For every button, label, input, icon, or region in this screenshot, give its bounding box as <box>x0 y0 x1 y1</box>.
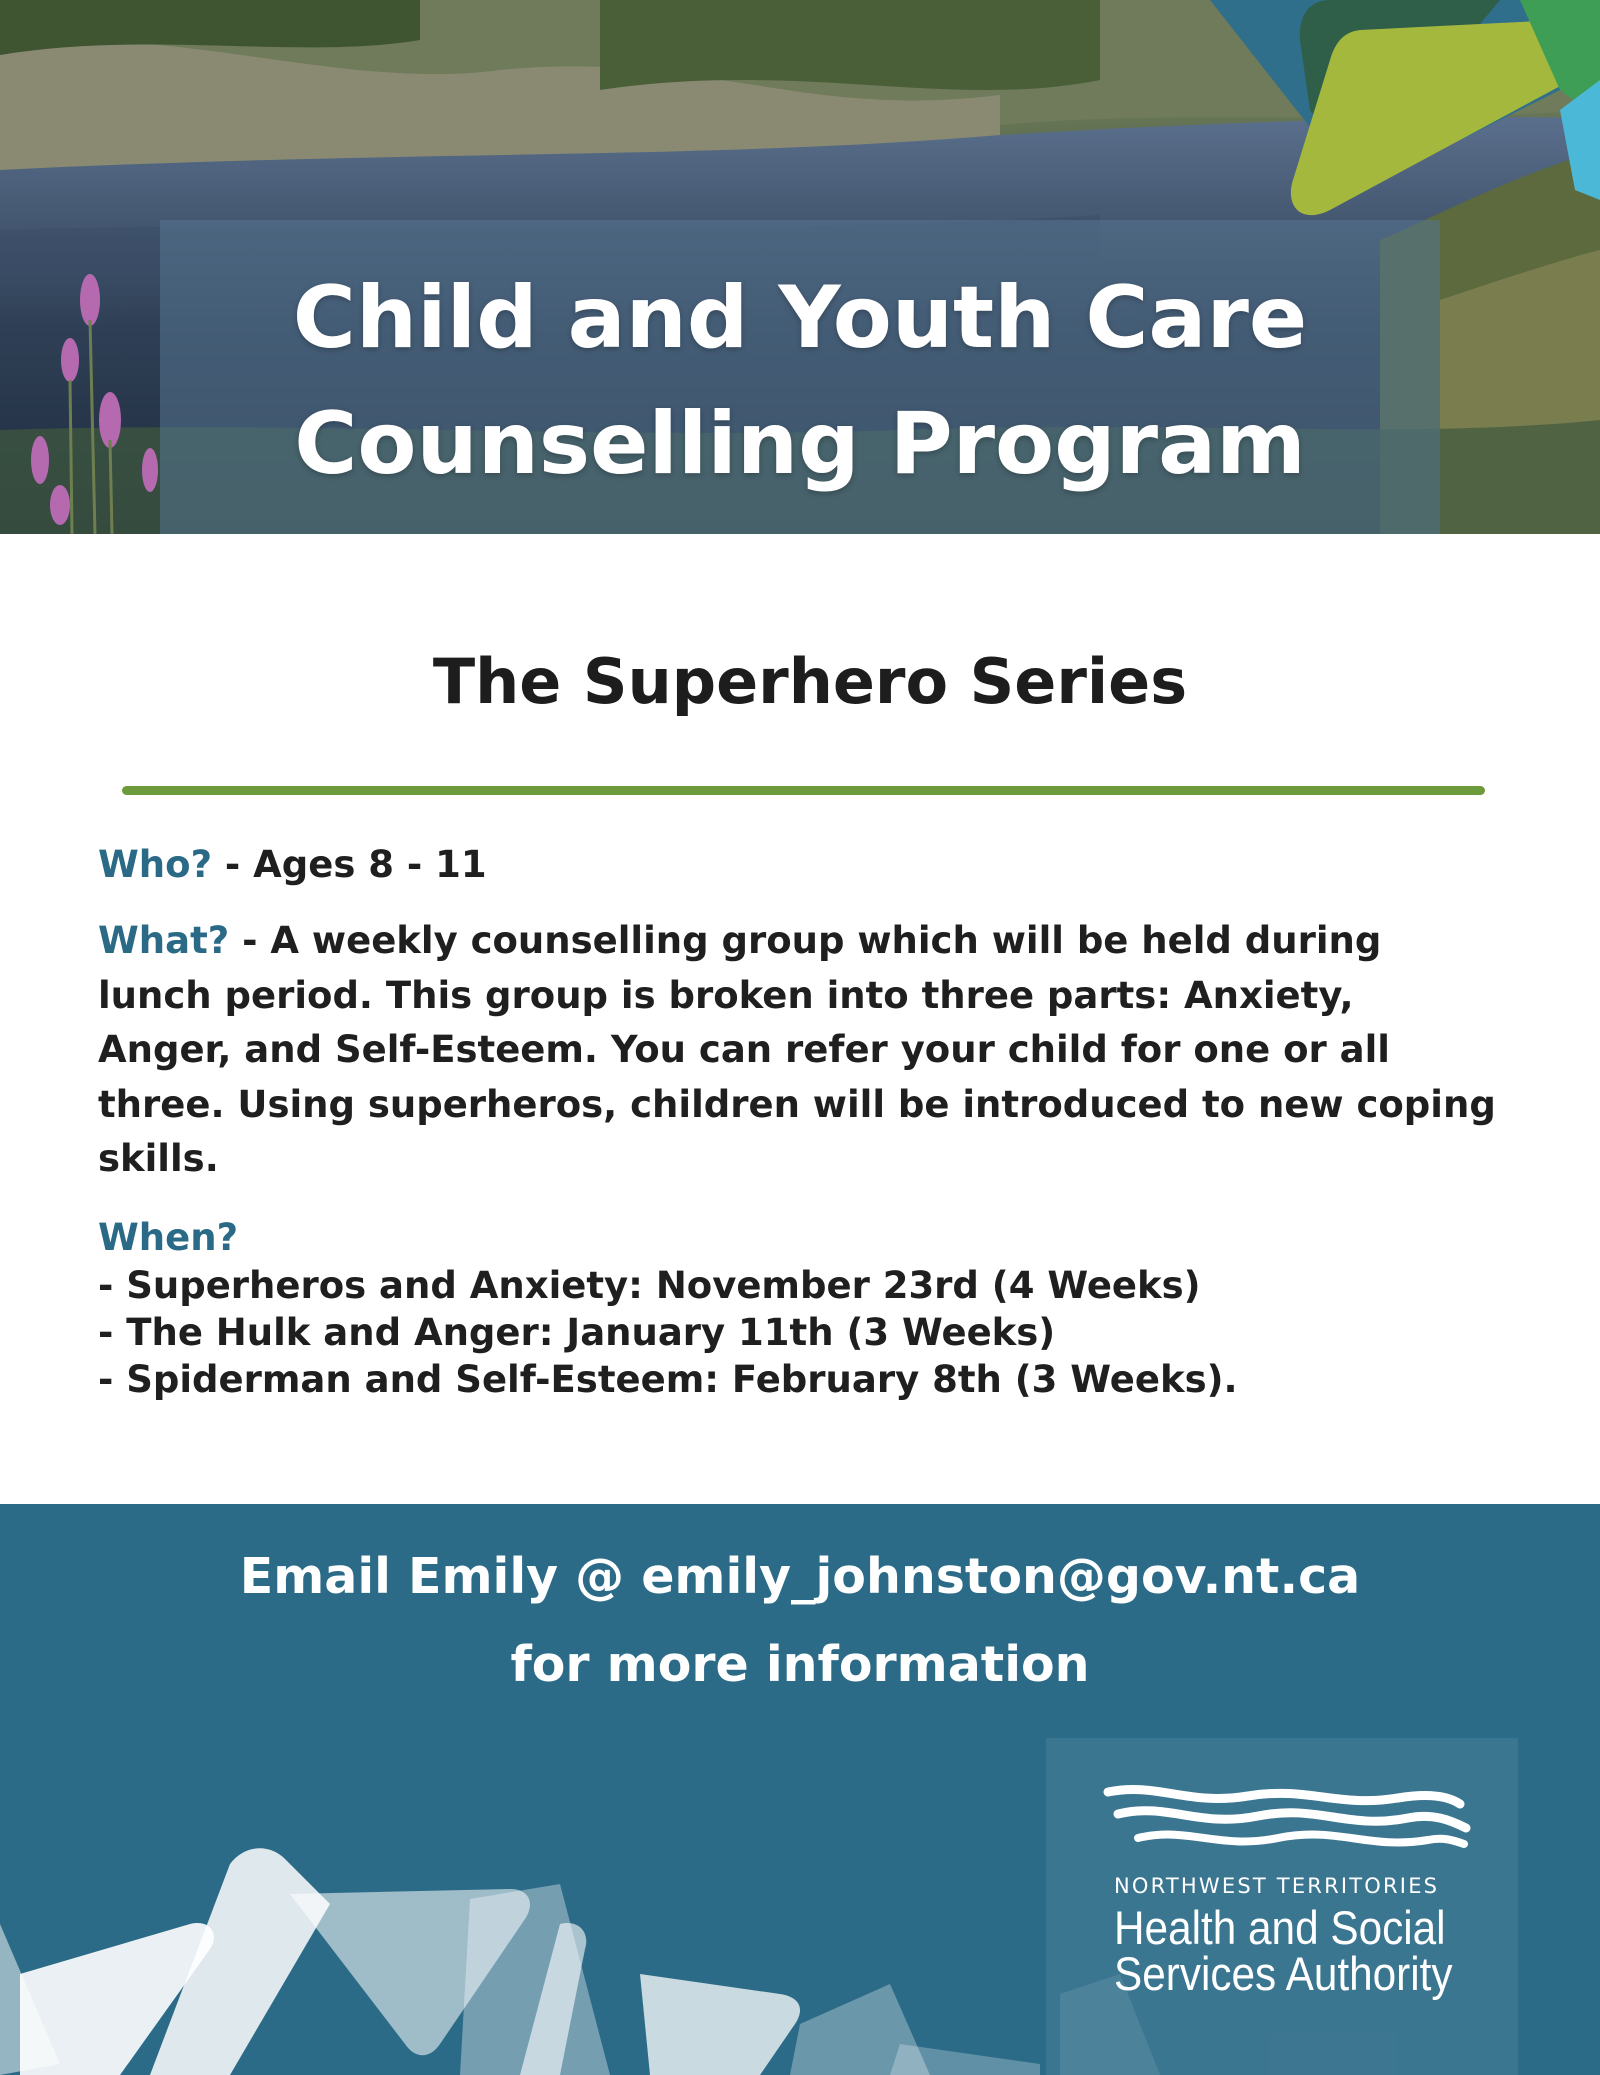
what-section <box>98 914 1498 1187</box>
hero-title-line-1: Child and Youth Care <box>292 268 1308 368</box>
logo-line-1: NORTHWEST TERRITORIES <box>1114 1874 1440 1898</box>
when-item: - The Hulk and Anger: January 11th (3 Weeks) <box>98 1311 1056 1354</box>
logo-line-2: Health and Social <box>1114 1901 1446 1954</box>
what-text: - A weekly counselling group which will be held during lunch period. This group is broken into three parts: Anxiety, Anger, and Self-Esteem. You can refer your child for one or all three. Using superheros, children will be introduced to new coping skills. <box>98 919 1496 1180</box>
more-info-line: for more information <box>510 1636 1090 1693</box>
who-label: Who? <box>98 843 213 886</box>
when-list <box>98 1262 1498 1403</box>
hero-title-line-2: Counselling Program <box>294 394 1306 494</box>
who-section <box>98 838 1498 892</box>
waves-icon <box>1098 1784 1478 1864</box>
email-line: Email Emily @ emily_johnston@gov.nt.ca <box>239 1548 1361 1605</box>
logo-line-3: Services Authority <box>1114 1947 1453 2000</box>
when-label: When? <box>98 1216 239 1259</box>
authority-logo <box>1046 1738 1518 2075</box>
series-title: The Superhero Series <box>432 645 1188 718</box>
footer <box>0 1504 1600 2075</box>
hero-banner <box>0 0 1600 534</box>
green-divider <box>122 786 1485 795</box>
who-text: - Ages 8 - 11 <box>212 843 487 886</box>
when-item: - Spiderman and Self-Esteem: February 8th (3 Weeks). <box>98 1358 1238 1401</box>
what-label: What? <box>98 919 230 962</box>
when-item: - Superheros and Anxiety: November 23rd (4 Weeks) <box>98 1264 1201 1307</box>
